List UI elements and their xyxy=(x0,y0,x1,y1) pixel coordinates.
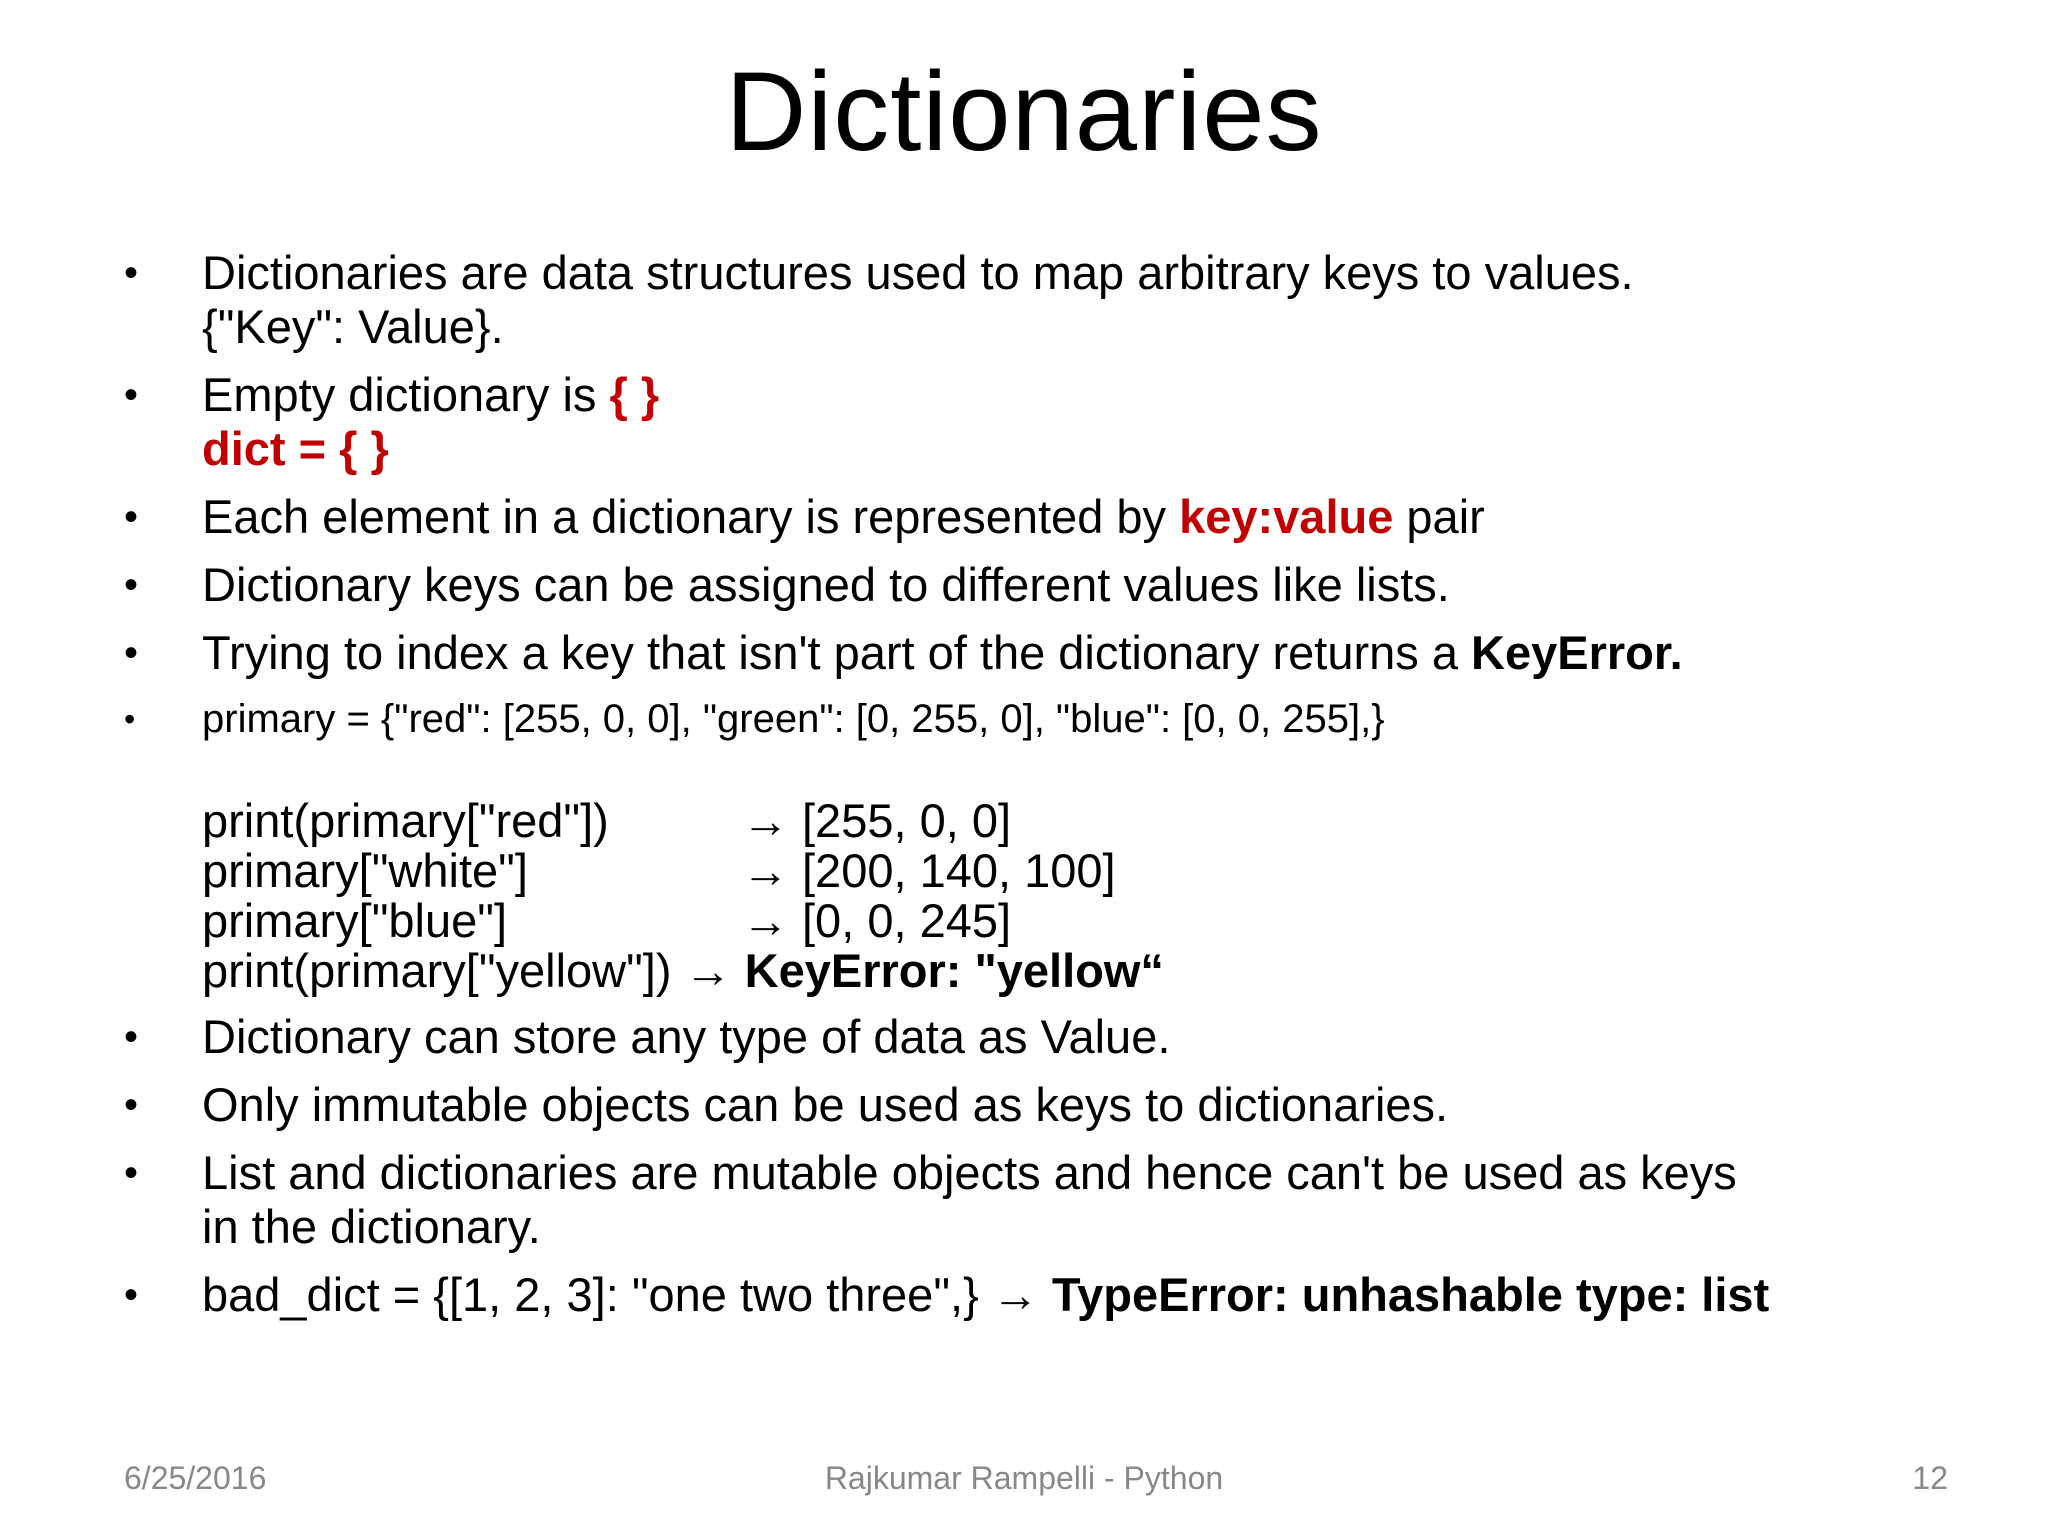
code-example: primary["white"] xyxy=(202,844,528,897)
bullet-dot: • xyxy=(124,251,139,295)
bullet-dot: • xyxy=(124,1151,139,1195)
bullet-text: in the dictionary. xyxy=(202,1200,541,1253)
bullet-dot: • xyxy=(124,1015,139,1059)
arrow-icon: → xyxy=(684,944,732,997)
code-example-grid xyxy=(202,796,1984,946)
arrow-icon: → xyxy=(742,844,789,897)
bullet-dot: • xyxy=(124,373,139,417)
highlight-text: { } xyxy=(609,368,660,421)
bullet-text: Dictionary keys can be assigned to different values like lists. xyxy=(202,558,1450,611)
bullet-item xyxy=(124,694,1984,996)
bullet-text: Empty dictionary is xyxy=(202,368,610,421)
code-example: primary = {"red": [255, 0, 0], "green": [0, 255, 0], "blue": [0, 0, 255],} xyxy=(202,697,1385,741)
bullet-item xyxy=(124,490,1984,544)
code-example: bad_dict = {[1, 2, 3]: "one two three",} xyxy=(202,1268,992,1321)
bullet-item xyxy=(124,1146,1984,1254)
arrow-icon: → xyxy=(991,1268,1039,1321)
code-error: KeyError: "yellow“ xyxy=(744,944,1164,997)
code-error: TypeError: unhashable type: list xyxy=(1051,1268,1770,1321)
bullet-text: {"Key": Value}. xyxy=(202,300,504,353)
bullet-dot: • xyxy=(124,495,139,539)
bullet-dot: • xyxy=(124,563,139,607)
bullet-item xyxy=(124,246,1984,354)
code-example-last xyxy=(202,946,1984,996)
code-result: [0, 0, 245] xyxy=(802,894,1012,947)
bullet-item xyxy=(124,626,1984,680)
bullet-dot: • xyxy=(124,701,136,737)
arrow-icon: → xyxy=(742,894,789,947)
code-example: print(primary["yellow"]) xyxy=(202,944,685,997)
footer-date: 6/25/2016 xyxy=(124,1460,267,1496)
bullet-text: Trying to index a key that isn't part of the dictionary returns a xyxy=(202,626,1472,679)
footer-author: Rajkumar Rampelli - Python xyxy=(824,1460,1224,1496)
code-example: print(primary["red"]) xyxy=(202,794,609,847)
bullet-text: List and dictionaries are mutable objects and hence can't be used as keys xyxy=(202,1146,1737,1199)
bullet-text: Each element in a dictionary is represented by xyxy=(202,490,1180,543)
bullet-dot: • xyxy=(124,631,139,675)
bullet-text: Only immutable objects can be used as keys to dictionaries. xyxy=(202,1078,1449,1131)
slide-title: Dictionaries xyxy=(725,49,1323,174)
bullet-item xyxy=(124,368,1984,476)
bold-text: KeyError. xyxy=(1471,626,1683,679)
bullet-item xyxy=(124,1268,1984,1322)
bullet-item xyxy=(124,1010,1984,1064)
bullet-item xyxy=(124,558,1984,612)
bullet-item xyxy=(124,1078,1984,1132)
bullet-list xyxy=(124,246,1984,1336)
code-example: primary["blue"] xyxy=(202,894,508,947)
bullet-text: Dictionaries are data structures used to map arbitrary keys to values. xyxy=(202,246,1634,299)
bullet-text: Dictionary can store any type of data as Value. xyxy=(202,1010,1171,1063)
bullet-dot: • xyxy=(124,1083,139,1127)
highlight-text: key:value xyxy=(1179,490,1394,543)
code-result: [200, 140, 100] xyxy=(802,844,1116,897)
code-result: [255, 0, 0] xyxy=(802,794,1012,847)
code-example: dict = { } xyxy=(202,422,389,475)
bullet-dot: • xyxy=(124,1273,139,1317)
footer-page-number: 12 xyxy=(1912,1460,1948,1496)
bullet-text: pair xyxy=(1393,490,1485,543)
arrow-icon: → xyxy=(742,794,789,847)
